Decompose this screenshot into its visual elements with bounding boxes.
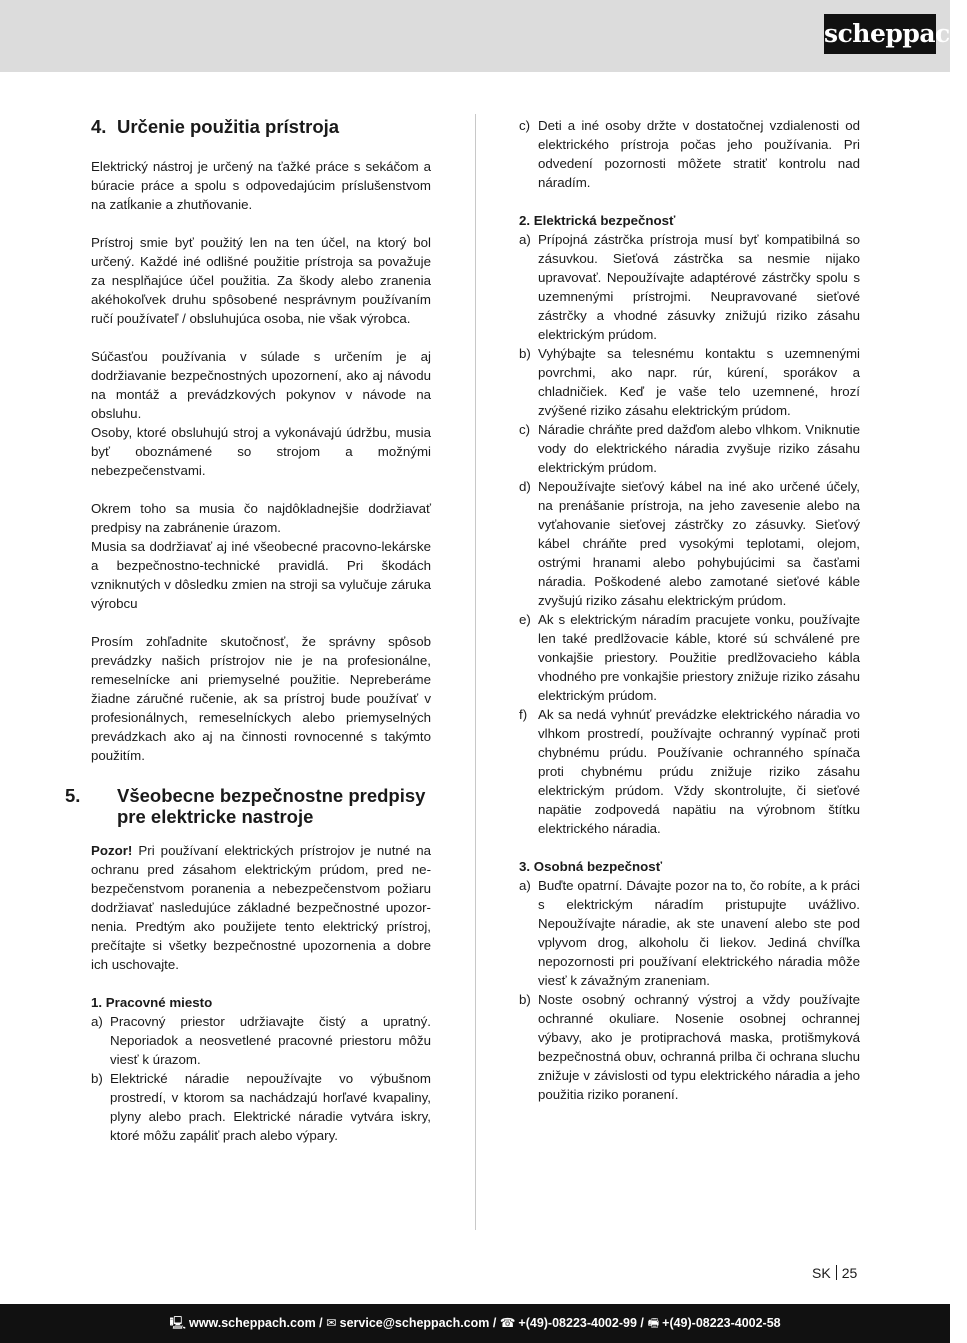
header-bar — [0, 0, 967, 72]
computer-icon: 🖳 — [169, 1316, 187, 1330]
list-letter: e) — [519, 612, 531, 627]
section-4-number: 4. — [91, 116, 107, 137]
list-item — [519, 705, 860, 838]
list-item — [519, 344, 860, 420]
subsection-heading: 1. Pracovné miesto — [91, 995, 213, 1010]
paragraph: Okrem toho sa musia čo najdôkladnejšie dodržiavať predpisy na zabránenie úrazom. — [91, 501, 431, 535]
warning-paragraph — [91, 841, 431, 974]
list-item — [519, 990, 860, 1104]
subsection-heading: 3. Osobná bezpečnosť — [519, 859, 663, 874]
list-text: Náradie chráňte pred dažďom alebo vlhkom. Vniknutie vody do elektrického náradia zvyšuje riziko zásahu elektrickým prúdom. — [538, 422, 860, 475]
section-5-title: Všeobecne bezpečnostne predpisy pre elektricke nastroje — [117, 785, 426, 827]
fax-icon: 🖷 — [647, 1316, 660, 1330]
list-letter: a) — [519, 878, 531, 893]
list-text: Buďte opatrní. Dávajte pozor na to, čo robíte, a k práci s elektrickým náradím pristupujte uvážlivo. Nepoužívajte náradie, ak ste unavení alebo ste pod vplyvom drog, alkoholu či liekov. Jediná chvíľka nepozornosti pri používaní elektrického náradia môže viesť k závažným zraneniam. — [538, 878, 860, 988]
list-text: Elektrické náradie nepoužívajte vo výbušnom prostredí, v ktorom sa nachádzajú horľavé kvapaliny, plyny alebo prach. Elektrické náradie vytvára iskry, ktoré môžu zapáliť prach alebo výpary. — [110, 1071, 431, 1143]
left-column — [65, 116, 431, 1145]
list-text: Nepoužívajte sieťový kábel na iné ako určené účely, na prenášanie prístroja, na jeho zavesenie alebo na vyťahovanie sieťovej zástrčky zo zásuvky. Sieťový kábel chráňte pred vysokými teplotami, olejom, ostrými hranami alebo pohybujúcimi sa časťami náradia. Poškodené alebo zamotané sieťové káble zvyšujú riziko zásahu elektrickým prúdom. — [538, 479, 860, 608]
paragraph: Musia sa dodržiavať aj iné všeobecné pracovno-lekárske a bezpečnostno-technické pravidlá. Pri škodách vzniknutých v dôsledku zmien na stroji sa vylučuje záruka výrobcu — [91, 539, 431, 611]
warning-text: Pri používaní elektrických prístrojov je nutné na ochranu pred zásahom elektrickým prúdom, pred ne-bezpečenstvom poranenia a nebezpečenstvom požiaru dodržiavať nasledujúce základné bezpečnostné upozor-nenia. Predtým ako použijete tento elektrický prístroj, prečítajte si všetky bezpečnostné upozornenia a dobre ich uschovajte. — [91, 843, 431, 972]
list-item — [519, 116, 860, 192]
list-letter: a) — [519, 232, 531, 247]
page-number — [812, 1265, 857, 1281]
list-letter: b) — [519, 992, 531, 1007]
column-divider — [475, 114, 476, 1230]
page-number-value: 25 — [841, 1265, 858, 1281]
page-number-separator — [836, 1265, 837, 1280]
paragraph: Prístroj smie byť použitý len na ten účel, na ktorý bol určený. Každé iné odlišné použitie prístroja sa považuje za nesplňajúce účel použitia. Za škody alebo zranenia akéhokoľvek druhu spôsobené nesprávnym používaním ručí používateľ / obsluhujúca osoba, nie však výrobca. — [91, 235, 431, 326]
list-text: Ak s elektrickým náradím pracujete vonku, používajte len také predlžovacie káble, ktoré sú schválené pre vonkajšie priestory. Použitie predlžovacieho kábla vhodného pre vonkajšie priestory znižuje riziko zásahu elektrickým prúdom. — [538, 612, 860, 703]
list-text: Deti a iné osoby držte v dostatočnej vzdialenosti od elektrického prístroja počas jeho používania. Pri odvedení pozornosti môžete stratiť kontrolu nad náradím. — [538, 118, 860, 190]
footer-fax: +(49)-08223-4002-58 — [662, 1316, 781, 1330]
list-text: Noste osobný ochranný výstroj a vždy používajte ochranné okuliare. Nosenie osobnej ochrannej výbavy, ako je protiprachová maska, protišmyková bezpečnostná obuv, ochranná prilba či ochrana sluchu znižuje v závislosti od typu elektrického náradia a jeho použitia riziko poranení. — [538, 992, 860, 1102]
footer-website[interactable]: www.scheppach.com / — [189, 1316, 323, 1330]
phone-icon: ☎ — [499, 1316, 516, 1330]
list-letter: d) — [519, 479, 531, 494]
list-letter: c) — [519, 118, 531, 133]
list-letter: c) — [519, 422, 531, 437]
paragraph: Osoby, ktoré obsluhujú stroj a vykonávajú údržbu, musia byť oboznámené so strojom a možnými nebezpečenstvami. — [91, 425, 431, 478]
footer-bar — [0, 1304, 950, 1343]
list-text: Prípojná zástrčka prístroja musí byť kompatibilná so zásuvkou. Sieťová zástrčka sa nesmie nijako upravovať. Nepoužívajte adaptérové zástrčky spolu s uzemnenými prístrojmi. Neupravované sieťové zástrčky a vhodné zásuvky znižujú riziko zásahu elektrickým prúdom. — [538, 232, 860, 342]
list-text: Vyhýbajte sa telesnému kontaktu s uzemnenými povrchmi, ako napr. rúr, kúrení, sporákov a chladničiek. Keď je vaše telo uzemnené, hrozí zvýšené riziko zásahu elektrickým prúdom. — [538, 346, 860, 418]
list-item — [519, 420, 860, 477]
section-4-heading — [91, 116, 431, 137]
paragraph: Súčasťou používania v súlade s určením je aj dodržiavanie bezpečnostných upozornení, ako aj návodu na montáž a prevádzkových pokynov v návode na obsluhu. — [91, 349, 431, 421]
list-item — [519, 610, 860, 705]
list-letter: f) — [519, 707, 528, 722]
list-letter: b) — [91, 1071, 103, 1086]
footer-email[interactable]: service@scheppach.com / — [339, 1316, 497, 1330]
section-5-number: 5. — [65, 785, 81, 806]
list-letter: b) — [519, 346, 531, 361]
mail-icon: ✉ — [326, 1316, 337, 1330]
warning-label: Pozor! — [91, 843, 133, 858]
section-5-heading — [65, 785, 431, 827]
list-item — [519, 876, 860, 990]
language-code: SK — [812, 1265, 831, 1281]
footer-phone: +(49)-08223-4002-99 / — [518, 1316, 644, 1330]
list-item — [91, 1069, 431, 1145]
list-letter: a) — [91, 1014, 103, 1029]
paragraph: Elektrický nástroj je určený na ťažké práce s sekáčom a búracie práce a spolu s odpovedajúcim príslušenstvom na zatĺkanie a zhutňovanie. — [91, 159, 431, 212]
scheppach-logo: scheppach — [824, 14, 936, 54]
paragraph: Prosím zohľadnite skutočnosť, že správny spôsob prevádzky našich prístrojov nie je na profesionálne, remeselnícke ani priemyselné použitie. Nepreberáme žiadne záručné ručenie, ak sa prístroj bude používať v profesionálnych, remeselníckych alebo priemyselných prevádzkach ako aj na činnosti rovnocenné s takýmto použitím. — [91, 634, 431, 763]
list-item — [91, 1012, 431, 1069]
right-column — [519, 116, 860, 1104]
list-item — [519, 230, 860, 344]
list-item — [519, 477, 860, 610]
subsection-heading: 2. Elektrická bezpečnosť — [519, 213, 676, 228]
list-text: Pracovný priestor udržiavajte čistý a upratný. Neporiadok a neosvetlené pracovné priestoru môžu viesť k úrazom. — [110, 1014, 431, 1067]
section-4-title: Určenie použitia prístroja — [117, 116, 340, 137]
list-text: Ak sa nedá vyhnúť prevádzke elektrického náradia vo vlhkom prostredí, používajte ochranný vypínač proti chybnému prúdu. Používanie ochranného spínača proti chybnému prúdu znižuje riziko zásahu elektrickým prúdom. Vždy skontrolujte, či sieťové napätie zodpovedá napätiu na výrobnom štítku elektrického náradia. — [538, 707, 860, 836]
